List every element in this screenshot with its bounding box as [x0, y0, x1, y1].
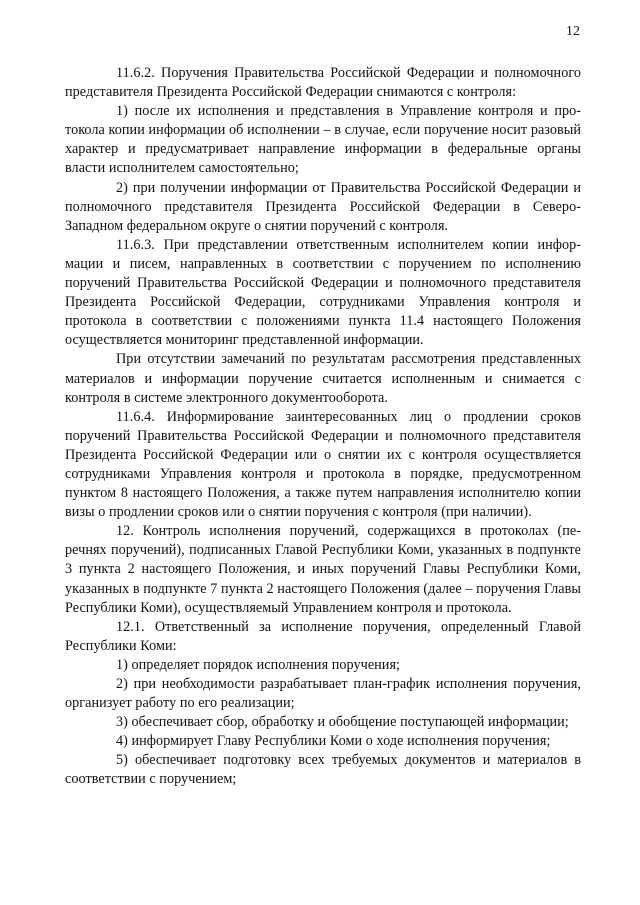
paragraph-item-1: 1) после их исполнения и представления в Управление контроля и протокола копии информации об исполнении – в случае, если поручение носит разовый характер и предусматривает направление информации в федеральные органы власти исполнителем самостоятельно;: [65, 103, 581, 177]
document-body: [65, 64, 581, 790]
page-number: 12: [566, 24, 580, 39]
paragraph-12-1-item-4: 4) информирует Главу Республики Коми о ходе исполнения поручения;: [116, 733, 551, 750]
paragraph-12-1-item-2: 2) при необходимости разрабатывает план-график исполнения поручения, организует работу по его реализации;: [65, 676, 581, 712]
paragraph-12-1-item-1: 1) определяет порядок исполнения поручения;: [116, 656, 401, 673]
paragraph-12: 12. Контроль исполнения поручений, содержащихся в протоколах (перечнях поручений), подписанных Главой Республики Коми, указанных в подпункте 3 пункта 2 настоящего Положения, и иных поручений Главы Республики Коми, указанных в подпункте 7 пункта 2 настоящего Положения (далее – поручения Главы Республики Коми), осуществляемый Управлением контроля и протокола.: [65, 523, 581, 616]
paragraph-item-2: 2) при получении информации от Правительства Российской Федерации и полномочного представителя Президента Российской Федерации в Северо-Западном федеральном округе о снятии поручений с контроля.: [65, 179, 581, 234]
paragraph-11-6-3: 11.6.3. При представлении ответственным исполнителем копии информации и писем, направленных в соответствии с поручением по исполнению поручений Правительства Российской Федерации и полномочного представителя Президента Российской Федерации, сотрудниками Управления контроля и протокола в соответствии с положениями пункта 11.4 настоящего Положения осуществляется мониторинг представленной информации.: [65, 236, 581, 349]
paragraph-no-remarks: При отсутствии замечаний по результатам рассмотрения представленных материалов и информации поручение считается исполненным и снимается с контроля в системе электронного документооборота.: [65, 351, 581, 406]
paragraph-12-1-item-3: 3) обеспечивает сбор, обработку и обобщение поступающей информации;: [116, 714, 569, 731]
paragraph-12-1-item-5: 5) обеспечивает подготовку всех требуемых документов и материалов в соответствии с поручением;: [65, 752, 581, 788]
paragraph-12-1: 12.1. Ответственный за исполнение поручения, определенный Главой Республики Коми:: [65, 618, 581, 654]
paragraph-11-6-2: 11.6.2. Поручения Правительства Российской Федерации и полномочного представителя Президента Российской Федерации снимаются с контроля:: [65, 65, 581, 101]
paragraph-11-6-4: 11.6.4. Информирование заинтересованных лиц о продлении сроков поручений Правительства Российской Федерации и полномочного представителя Президента Российской Федерации или о снятии их с контроля осуществляется сотрудниками Управления контроля и протокола в порядке, предусмотренном пунктом 8 настоящего Положения, а также путем направления исполнителю копии визы о продлении сроков или о снятии поручения с контроля (при наличии).: [65, 408, 581, 521]
